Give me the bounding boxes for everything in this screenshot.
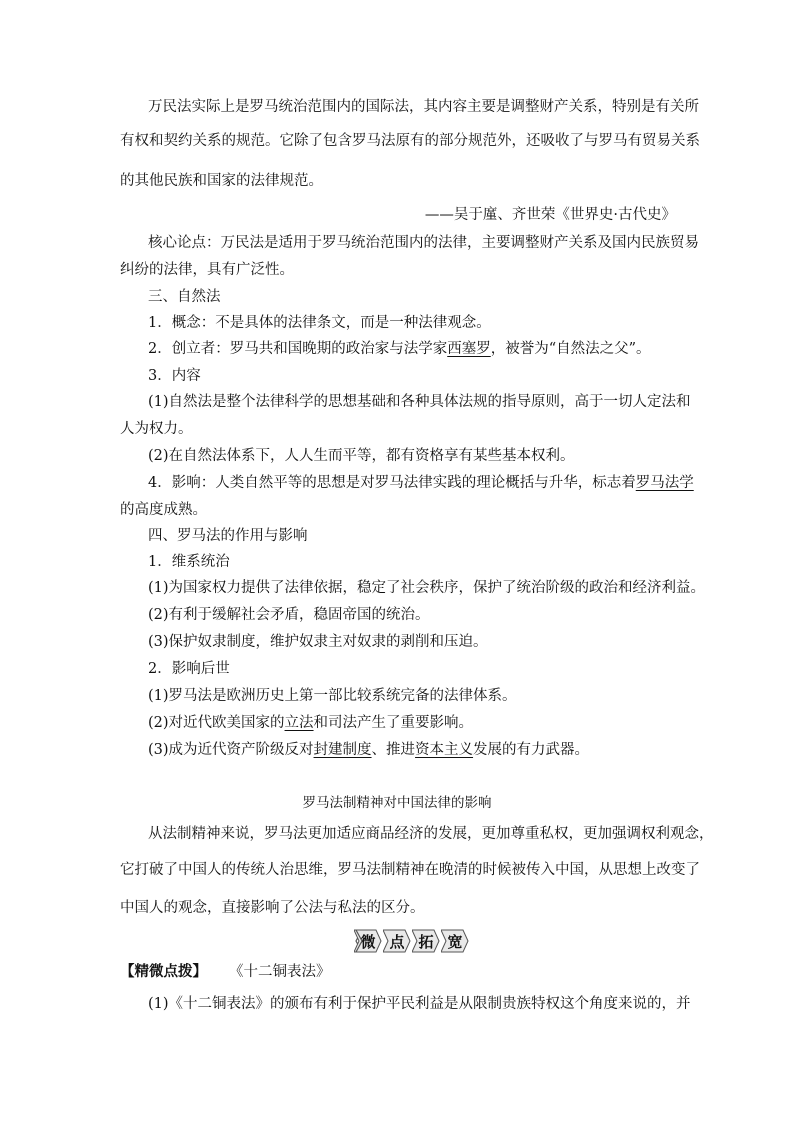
quote-line-2: 有权和契约关系的规范。它除了包含罗马法原有的部分规范外，还吸收了与罗马有贸易关系 [120,133,700,149]
banner-char-3: 拓 [418,932,434,951]
legacy-heading: 2．影响后世 [148,661,230,677]
tip-topic: 《十二铜表法》 [229,964,331,980]
tip-heading [120,962,331,982]
natural-law-content-heading: 3．内容 [148,368,201,384]
section-banner [354,929,470,955]
maintain-rule-heading: 1．维系统治 [148,554,230,570]
roman-jurisprudence-link[interactable]: 罗马法学 [635,475,694,491]
legacy-item-3 [148,740,589,760]
natural-law-impact-line-2: 的高度成熟。 [120,502,207,518]
tip-label: 【精微点拨】 [120,963,207,980]
maintain-rule-item-2: (2)有利于缓解社会矛盾，稳固帝国的统治。 [148,607,430,623]
natural-law-impact-line-1 [148,473,694,493]
banner-tile-2 [383,929,411,953]
legacy-3-pre: (3)成为近代资产阶级反对 [148,742,314,758]
legacy-2-post: 和司法产生了重要影响。 [313,715,474,731]
natural-law-content-2: (2)在自然法体系下，人人生而平等，都有资格享有某些基本权利。 [148,448,575,464]
natural-law-founder [148,339,651,359]
core-argument-line-1: 核心论点：万民法是适用于罗马统治范围内的法律，主要调整财产关系及国内民族贸易 [148,235,699,251]
banner-char-1: 微 [360,932,376,951]
core-argument-line-2: 纠纷的法律，具有广泛性。 [120,262,294,278]
capitalism-link[interactable]: 资本主义 [415,742,474,758]
legislation-link[interactable]: 立法 [284,715,314,731]
section-heading-natural-law: 三、自然法 [148,289,221,305]
impact-text-pre: 4．影响：人类自然平等的思想是对罗马法律实践的理论概括与升华，标志着 [148,475,636,491]
legacy-2-pre: (2)对近代欧美国家的 [148,715,285,731]
quote-line-3: 的其他民族和国家的法律规范。 [120,173,323,189]
quote-line-1: 万民法实际上是罗马统治范围内的国际法，其内容主要是调整财产关系，特别是有关所 [148,99,699,115]
legacy-3-post: 发展的有力武器。 [473,742,590,758]
maintain-rule-item-1: (1)为国家权力提供了法律依据，稳定了社会秩序，保护了统治阶级的政治和经济利益。 [148,580,706,596]
founder-name-link[interactable]: 西塞罗 [447,341,491,357]
essay-line-1: 从法制精神来说，罗马法更加适应商品经济的发展，更加尊重私权，更加强调权利观念， [148,826,714,842]
legacy-3-mid: 、推进 [371,742,416,758]
banner-tile-3 [412,929,440,953]
banner-tile-4 [441,929,469,953]
essay-line-2: 它打破了中国人的传统人治思维，罗马法制精神在晚清的时候被传入中国，从思想上改变了 [120,862,700,878]
maintain-rule-item-3: (3)保护奴隶制度，维护奴隶主对奴隶的剥削和压迫。 [148,634,488,650]
natural-law-content-1-line-1: (1)自然法是整个法律科学的思想基础和各种具体法规的指导原则，高于一切人定法和 [148,394,691,410]
quote-source: ——吴于廑、齐世荣《世界史·古代史》 [424,207,676,223]
legacy-item-1: (1)罗马法是欧洲历史上第一部比较系统完备的法律体系。 [148,688,517,704]
essay-line-3: 中国人的观念，直接影响了公法与私法的区分。 [120,900,425,916]
legacy-item-2 [148,713,473,733]
founder-text-pre: 2．创立者：罗马共和国晚期的政治家与法学家 [148,341,448,357]
banner-char-2: 点 [389,932,405,951]
banner-right-chevron-icon [354,929,364,953]
essay-title: 罗马法制精神对中国法律的影响 [302,795,492,811]
feudal-system-link[interactable]: 封建制度 [313,742,372,758]
natural-law-concept: 1．概念：不是具体的法律条文，而是一种法律观念。 [148,315,491,331]
banner-char-4: 宽 [447,932,463,951]
section-heading-roman-law: 四、罗马法的作用与影响 [148,528,308,544]
tip-line-1: (1)《十二铜表法》的颁布有利于保护平民利益是从限制贵族特权这个角度来说的，并 [148,996,691,1012]
founder-text-post: ，被誉为“自然法之父”。 [490,341,651,357]
natural-law-content-1-line-2: 人为权力。 [120,421,193,437]
